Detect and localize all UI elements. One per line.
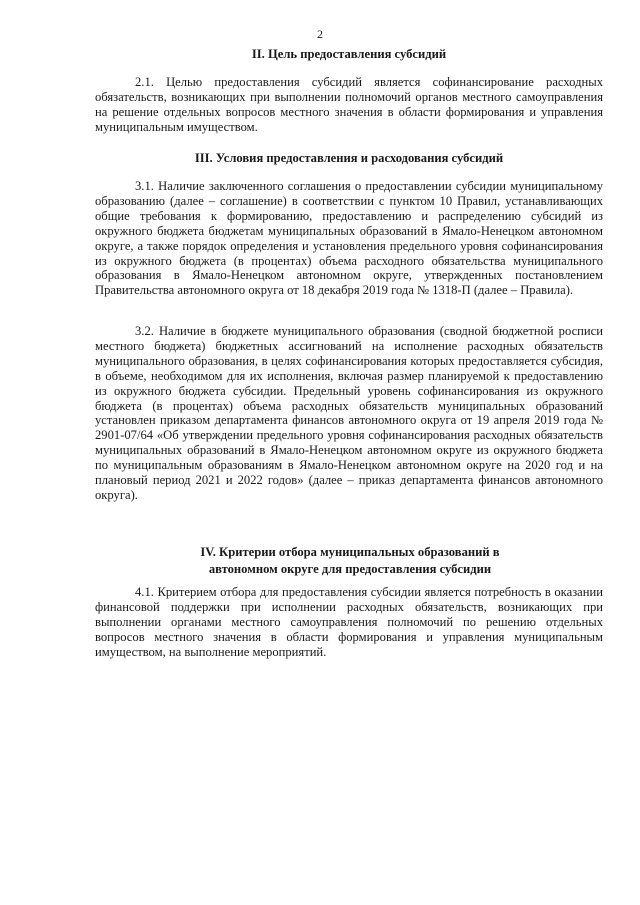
section-heading: IV. Критерии отбора муниципальных образований в автономном округе для предоставления субсидии (200, 545, 500, 576)
paragraph: 2.1. Целью предоставления субсидий является софинансирование расходных обязательств, возникающих при выполнении полномочий органов местного самоуправления на решение отдельных вопросов местного значения в области формирования и управления муниципальным имуществом. (95, 75, 603, 134)
page-number: 2 (317, 27, 323, 41)
paragraph: 4.1. Критерием отбора для предоставления субсидии является потребность в оказании финансовой поддержки при исполнении расходных обязательств, возникающих при выполнении органами местного самоуправления полномочий по решению отдельных вопросов местного значения в области формирования и управления муниципальным имуществом, на выполнение мероприятий. (95, 585, 603, 659)
section-heading: II. Цель предоставления субсидий (251, 47, 447, 61)
section-heading: III. Условия предоставления и расходования субсидий (194, 151, 504, 165)
paragraph: 3.1. Наличие заключенного соглашения о предоставлении субсидии муниципальному образованию (далее – соглашение) в соответствии с пунктом 10 Правил, устанавливающих общие требования к формированию, предоставлению и распределению субсидий из окружного бюджета бюджетам муниципальных образований в Ямало-Ненецком автономном округе, а также порядок определения и установления предельного уровня софинансирования из окружного бюджета (в процентах) объема расходного обязательства муниципального образования в Ямало-Ненецком автономном округе, утвержденных постановлением Правительства автономного округа от 18 декабря 2019 года № 1318-П (далее – Правила). (95, 179, 603, 298)
paragraph: 3.2. Наличие в бюджете муниципального образования (сводной бюджетной росписи местного бюджета) бюджетных ассигнований на исполнение расходных обязательств муниципального образования, в целях софинансирования которых предоставляется субсидия, в объеме, необходимом для их исполнения, включая размер планируемой к предоставлению из окружного бюджета субсидии. Предельный уровень софинансирования из окружного бюджета (в процентах) объема расходных обязательств муниципальных образований установлен приказом департамента финансов автономного округа от 19 апреля 2019 года № 2901-07/64 «Об утверждении предельного уровня софинансирования расходных обязательств муниципальных образований в Ямало-Ненецком автономном округе из окружного бюджета по муниципальным образованиям в Ямало-Ненецком автономном округе на 2020 год и на плановый период 2021 и 2022 годов» (далее – приказ департамента финансов автономного округа). (95, 324, 603, 502)
